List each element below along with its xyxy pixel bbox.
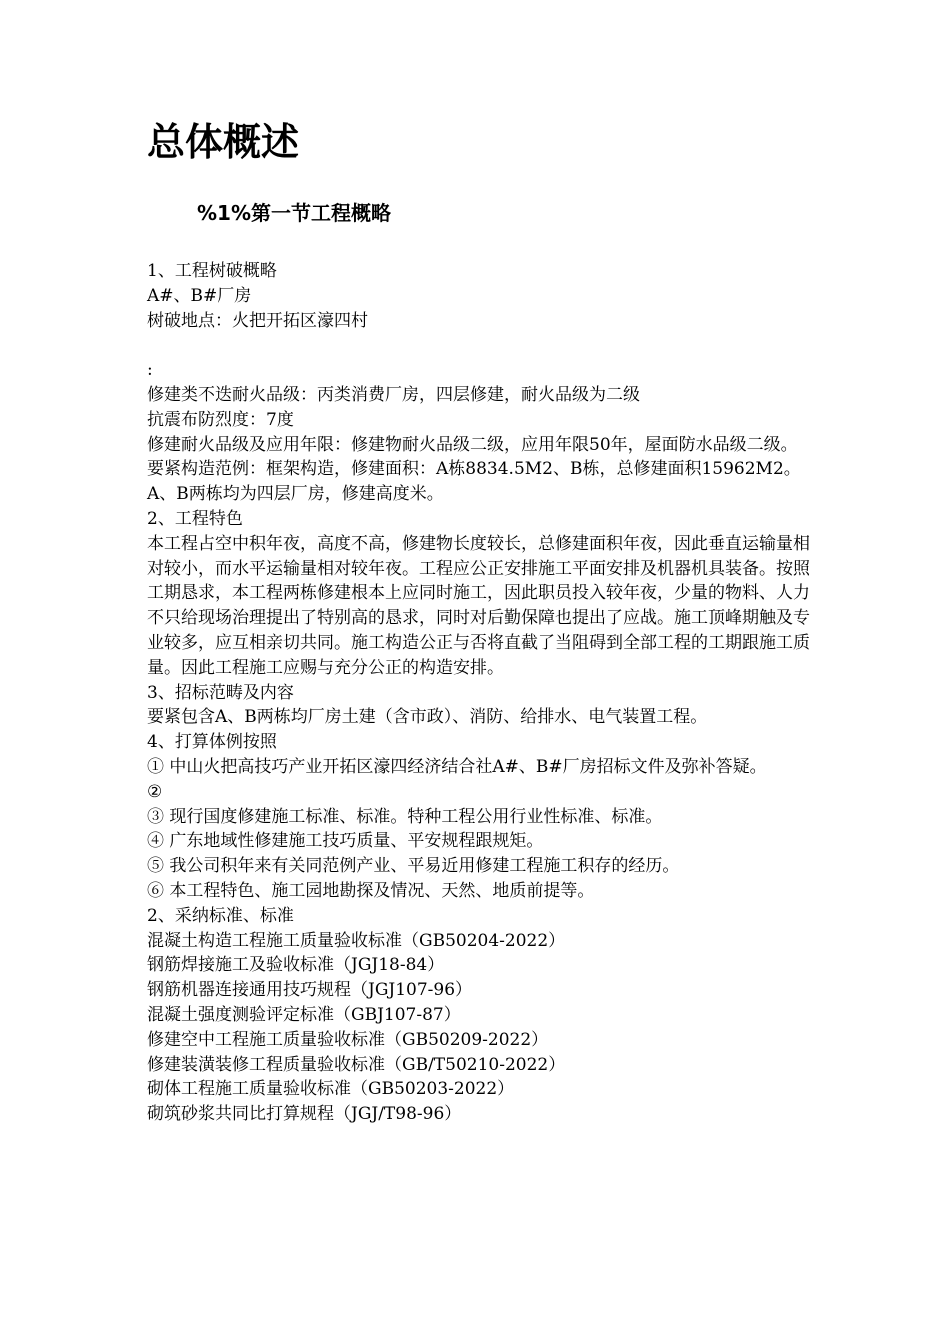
paragraph-line: 修建类不迭耐火品级：丙类消费厂房，四层修建，耐火品级为二级 bbox=[147, 384, 640, 405]
paragraph-line: 修建耐火品级及应用年限：修建物耐火品级二级，应用年限50年，屋面防水品级二级。 bbox=[147, 434, 798, 455]
section-subheading: 4、打算体例按照 bbox=[147, 732, 277, 753]
paragraph-line: A#、B#厂房 bbox=[147, 285, 252, 306]
page-title: 总体概述 bbox=[147, 120, 300, 164]
paragraph-line: 本工程占空中积年夜，高度不高，修建物长度较长，总修建面积年夜，因此垂直运输量相对较小，而水平运输量相对较年夜。工程应公正安排施工平面安排及机器机具装备。按照工期恳求，本工程两栋修建根本上应同时施工，因此职员投入较年夜，少量的物料、人力不只给现场治理提出了特别高的恳求，同时对后勤保障也提出了应战。施工顶峰期触及专业较多，应互相亲切共同。施工构造公正与否将直截了当阻碍到全部工程的工期跟施工质量。因此工程施工应赐与充分公正的构造安排。 bbox=[147, 533, 810, 678]
list-item: ⑥ 本工程特色、施工园地勘探及情况、天然、地质前提等。 bbox=[147, 880, 595, 901]
section-subheading: 2、采纳标准、标准 bbox=[147, 905, 294, 926]
paragraph-line: : bbox=[147, 360, 153, 381]
section-subheading: 3、招标范畴及内容 bbox=[147, 682, 294, 703]
standard-item: 砌体工程施工质量验收标准（GB50203-2022） bbox=[147, 1079, 515, 1100]
paragraph-line: 要紧构造范例：框架构造，修建面积：A栋8834.5M2、B栋，总修建面积15962M2。A、B两栋均为四层厂房，修建高度米。 bbox=[147, 459, 801, 505]
paragraph-line: 树破地点：火把开拓区濠四村 bbox=[147, 310, 368, 331]
document-body bbox=[147, 259, 812, 1127]
list-item: ⑤ 我公司积年来有关同范例产业、平易近用修建工程施工积存的经历。 bbox=[147, 856, 680, 877]
standard-item: 混凝土强度测验评定标准（GBJ107-87） bbox=[147, 1004, 461, 1025]
paragraph-line: 1、工程树破概略 bbox=[147, 261, 277, 281]
standard-item: 钢筋焊接施工及验收标准（JGJ18-84） bbox=[147, 955, 445, 976]
standard-item: 修建空中工程施工质量验收标准（GB50209-2022） bbox=[147, 1029, 549, 1050]
section-subheading: 2、工程特色 bbox=[147, 508, 243, 529]
standard-item: 钢筋机器连接通用技巧规程（JGJ107-96） bbox=[147, 980, 473, 1001]
list-item: ② bbox=[147, 781, 163, 802]
list-item: ④ 广东地域性修建施工技巧质量、平安规程跟规矩。 bbox=[147, 831, 544, 852]
standard-item: 混凝土构造工程施工质量验收标准（GB50204-2022） bbox=[147, 930, 566, 951]
standard-item: 修建装潢装修工程质量验收标准（GB/T50210-2022） bbox=[147, 1054, 566, 1075]
blank-line bbox=[147, 333, 812, 358]
section-heading: %1%第一节工程概略 bbox=[197, 201, 391, 225]
paragraph-line: 要紧包含A、B两栋均厂房土建（含市政）、消防、给排水、电气装置工程。 bbox=[147, 707, 708, 728]
list-item: ③ 现行国度修建施工标准、标准。特种工程公用行业性标准、标准。 bbox=[147, 806, 663, 827]
paragraph-line: 抗震布防烈度：7度 bbox=[147, 409, 294, 430]
standard-item: 砌筑砂浆共同比打算规程（JGJ/T98-96） bbox=[147, 1104, 462, 1125]
list-item: ① 中山火把高技巧产业开拓区濠四经济结合社A#、B#厂房招标文件及弥补答疑。 bbox=[147, 756, 767, 777]
